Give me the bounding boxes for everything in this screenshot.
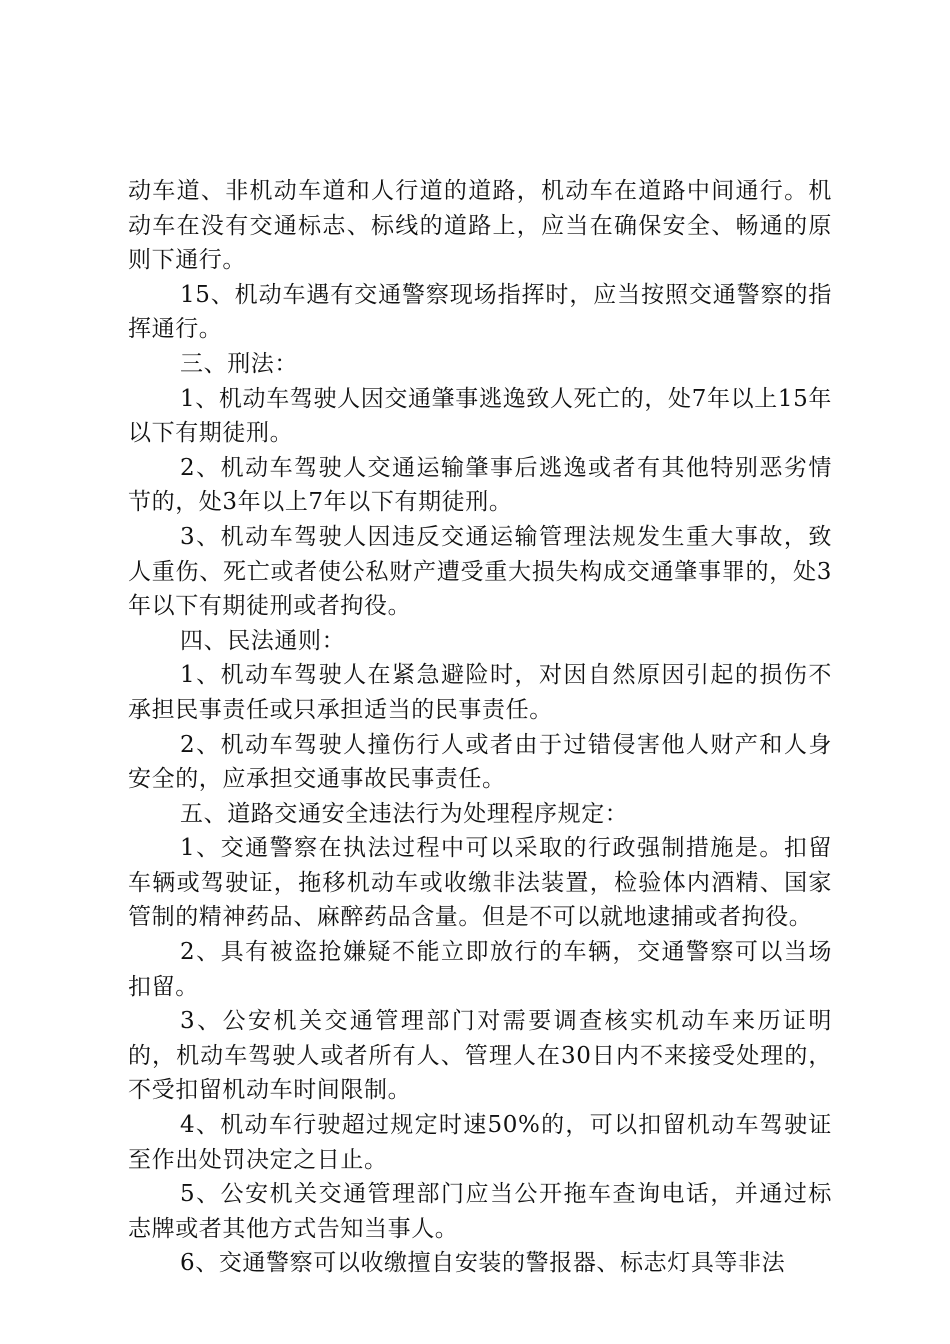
paragraph: 2、机动车驾驶人撞伤行人或者由于过错侵害他人财产和人身安全的，应承担交通事故民事责任。 (128, 731, 832, 793)
document-body (128, 174, 832, 1281)
section-heading: 三、刑法： (180, 350, 298, 377)
paragraph: 5、公安机关交通管理部门应当公开拖车查询电话，并通过标志牌或者其他方式告知当事人。 (128, 1181, 832, 1242)
paragraph: 4、机动车行驶超过规定时速50%的，可以扣留机动车驾驶证至作出处罚决定之日止。 (128, 1112, 832, 1173)
paragraph: 1、交通警察在执法过程中可以采取的行政强制措施是。扣留车辆或驾驶证，拖移机动车或收缴非法装置，检验体内酒精、国家管制的精神药品、麻醉药品含量。但是不可以就地逮捕或者拘役。 (128, 835, 832, 931)
paragraph: 2、机动车驾驶人交通运输肇事后逃逸或者有其他特别恶劣情节的，处3年以上7年以下有期徒刑。 (128, 454, 832, 516)
paragraph: 15、机动车遇有交通警察现场指挥时，应当按照交通警察的指挥通行。 (128, 281, 832, 343)
paragraph: 动车道、非机动车道和人行道的道路，机动车在道路中间通行。机动车在没有交通标志、标线的道路上，应当在确保安全、畅通的原则下通行。 (128, 178, 832, 274)
paragraph: 1、机动车驾驶人在紧急避险时，对因自然原因引起的损伤不承担民事责任或只承担适当的民事责任。 (128, 662, 832, 723)
paragraph: 3、公安机关交通管理部门对需要调查核实机动车来历证明的，机动车驾驶人或者所有人、管理人在30日内不来接受处理的，不受扣留机动车时间限制。 (128, 1008, 832, 1104)
section-heading: 四、民法通则： (180, 627, 346, 654)
paragraph: 6、交通警察可以收缴擅自安装的警报器、标志灯具等非法 (180, 1250, 786, 1277)
paragraph: 1、机动车驾驶人因交通肇事逃逸致人死亡的，处7年以上15年以下有期徒刑。 (128, 385, 832, 447)
paragraph: 2、具有被盗抢嫌疑不能立即放行的车辆，交通警察可以当场扣留。 (128, 939, 832, 1000)
paragraph: 3、机动车驾驶人因违反交通运输管理法规发生重大事故，致人重伤、死亡或者使公私财产遭受重大损失构成交通肇事罪的，处3年以下有期徒刑或者拘役。 (128, 523, 832, 620)
section-heading: 五、道路交通安全违法行为处理程序规定： (180, 800, 629, 827)
